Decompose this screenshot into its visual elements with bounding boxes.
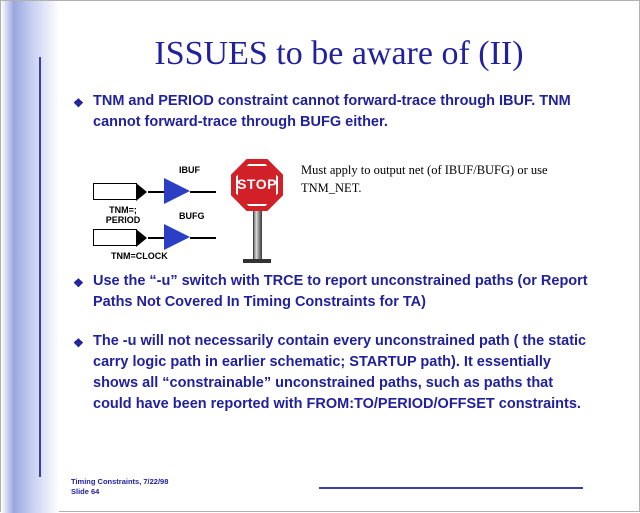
tnm-period-label-line2: PERIOD xyxy=(105,215,141,225)
tnm-clock-label: TNM=CLOCK xyxy=(111,251,168,261)
bullet-marker-icon: ❖ xyxy=(73,96,84,110)
input-pad-ibuf xyxy=(93,183,137,200)
left-vertical-rule xyxy=(39,57,41,477)
footer-title: Timing Constraints, 7/22/98 xyxy=(71,477,169,486)
bullet-text-2: Use the “-u” switch with TRCE to report unconstrained paths (or Report Paths Not Covered In Timing Constraints for TA) xyxy=(93,273,588,310)
tnm-period-label-line1: TNM=; xyxy=(109,205,137,215)
bullet-item-1 xyxy=(73,91,593,133)
stop-sign-graphic xyxy=(229,159,287,259)
bullet-marker-icon: ❖ xyxy=(73,276,84,290)
bullet-text-3: The -u will not necessarily contain every unconstrained path ( the static carry logic path in earlier schematic; STARTUP path). It essentially shows all “constrainable” unconstrained paths, such as paths that could have been reported with FROM:TO/PERIOD/OFFSET constraints. xyxy=(93,333,587,412)
pad-arrow-icon xyxy=(136,185,144,197)
footer-rule xyxy=(319,487,583,489)
ibuf-label: IBUF xyxy=(179,165,200,175)
ibuf-symbol xyxy=(164,178,190,204)
page-title: ISSUES to be aware of (II) xyxy=(154,35,524,72)
bufg-label: BUFG xyxy=(179,211,205,221)
bullet-item-3 xyxy=(73,331,593,415)
slide-footer xyxy=(71,477,168,497)
wire-ibuf-out xyxy=(190,191,216,193)
bullet-marker-icon: ❖ xyxy=(73,336,84,350)
pad-arrow-icon xyxy=(136,231,144,243)
wire-ibuf-in xyxy=(148,191,164,193)
side-note: Must apply to output net (of IBUF/BUFG) or use TNM_NET. xyxy=(301,163,548,195)
wire-bufg-out xyxy=(190,237,216,239)
stop-sign-pole xyxy=(253,209,262,261)
bullet-item-2 xyxy=(73,271,593,313)
footer-slide-number: Slide 64 xyxy=(71,487,100,496)
wire-bufg-in xyxy=(148,237,164,239)
left-decoration-band xyxy=(1,1,59,513)
bufg-symbol xyxy=(164,224,190,250)
stop-sign-text: STOP xyxy=(237,176,277,192)
input-pad-bufg xyxy=(93,229,137,246)
bullet-text-1: TNM and PERIOD constraint cannot forward-trace through IBUF. TNM cannot forward-trace through BUFG either. xyxy=(93,93,571,130)
stop-sign-base xyxy=(243,259,271,263)
